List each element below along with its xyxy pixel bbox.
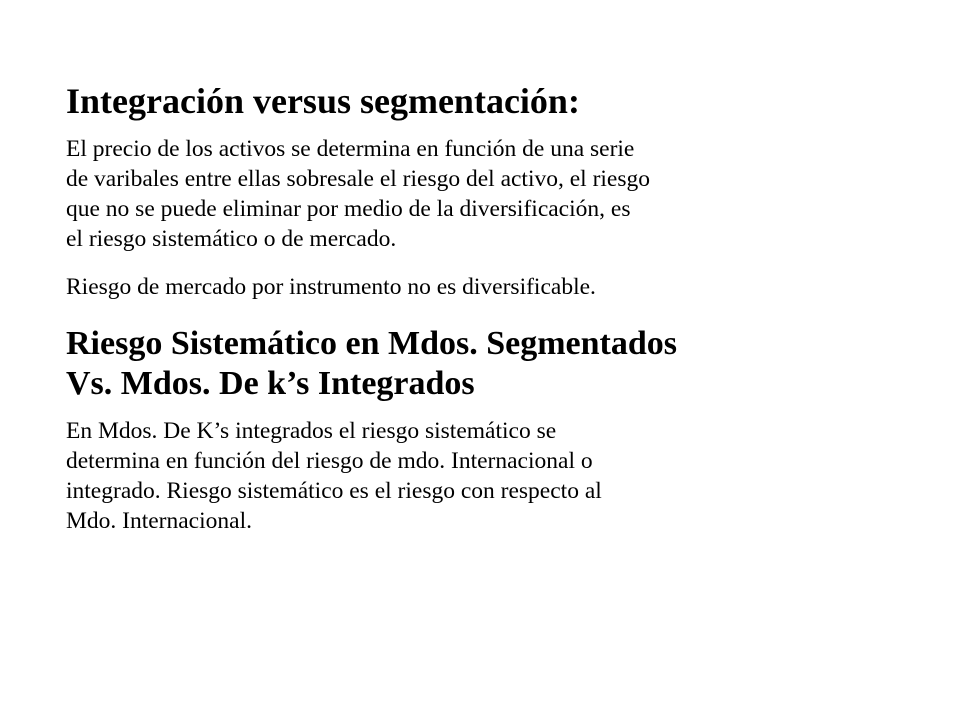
paragraph-precio-activos <box>66 134 866 254</box>
paragraph-line: Mdo. Internacional. <box>66 508 252 534</box>
paragraph-line: de varibales entre ellas sobresale el riesgo del activo, el riesgo <box>66 166 651 192</box>
paragraph-line: determina en función del riesgo de mdo. Internacional o <box>66 448 593 474</box>
heading-line: Riesgo Sistemático en Mdos. Segmentados <box>66 325 678 362</box>
section-heading-riesgo-sistematico <box>66 324 866 404</box>
paragraph-line: integrado. Riesgo sistemático es el riesgo con respecto al <box>66 478 602 504</box>
paragraph-line: En Mdos. De K’s integrados el riesgo sistemático se <box>66 418 557 444</box>
paragraph-mdos-integrados <box>66 416 866 536</box>
paragraph-line: que no se puede eliminar por medio de la diversificación, es <box>66 196 631 222</box>
section-heading-integracion: Integración versus segmentación: <box>66 81 580 121</box>
slide-content <box>66 80 866 554</box>
heading-line: Vs. Mdos. De k’s Integrados <box>66 365 475 402</box>
paragraph-riesgo-mercado: Riesgo de mercado por instrumento no es diversificable. <box>66 274 596 300</box>
paragraph-line: El precio de los activos se determina en función de una serie <box>66 136 635 162</box>
paragraph-line: el riesgo sistemático o de mercado. <box>66 226 397 252</box>
